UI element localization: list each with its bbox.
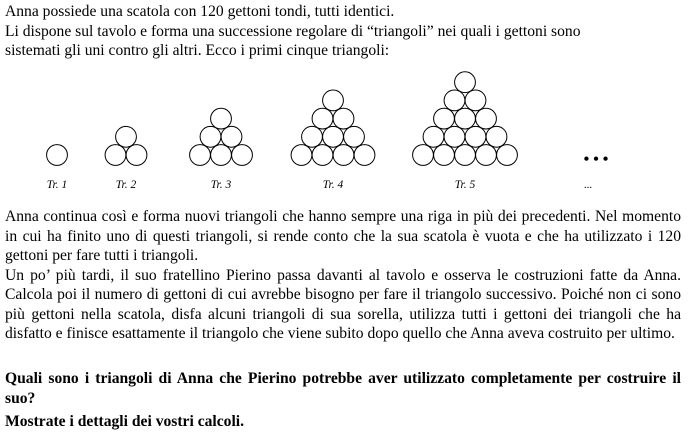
token-circle [434,145,455,166]
token-circle [476,145,497,166]
intro-line-3: sistemati gli uni contro gli altri. Ecco i primi cinque triangoli: [5,42,390,59]
triangle-group [47,72,518,191]
intro-line-1: Anna possiede una scatola con 120 gettoni tondi, tutti identici. [5,3,395,20]
token-circle [465,126,486,147]
token-circle [200,126,221,147]
token-circle [455,72,476,93]
token-circle [116,126,137,147]
continuation-label: ... [583,179,593,191]
continuation-dots: • • • [583,151,609,168]
token-circle [126,145,147,166]
story-paragraph-1: Anna continua così e forma nuovi triangoli che hanno sempre una riga in più dei precedenti. Nel momento in cui ha finito uno di questi triangoli, si rende conto che la sua scatola è vuota e che ha utilizzato i 120 gettoni per fare tutti i triangoli. [5,208,681,264]
token-circle [486,126,507,147]
token-circle [323,126,344,147]
token-circle [221,126,242,147]
triangle-label: Tr. 4 [322,179,344,191]
triangle-label: Tr. 1 [46,179,68,191]
token-circle [444,90,465,111]
question-text: Quali sono i triangoli di Anna che Pierino potrebbe aver utilizzato completamente per costruire il suo? [5,370,681,407]
token-circle [105,145,126,166]
intro-line-2: Li dispone sul tavolo e forma una successione regolare di “triangoli” nei quali i gettoni sono [5,22,581,40]
token-circle [455,145,476,166]
token-circle [190,145,211,166]
token-circle [354,145,375,166]
token-circle [434,108,455,129]
token-circle [312,145,333,166]
token-circle [291,145,312,166]
triangle-label: Tr. 3 [210,179,232,191]
triangle-4 [291,90,375,191]
token-circle [455,108,476,129]
story-paragraph-2: Un po’ più tardi, il suo fratellino Pierino passa davanti al tavolo e osserva le costruzioni fatte da Anna. Calcola poi il numero di gettoni di cui avrebbe bisogno per fare il triangolo successivo. Poiché non ci sono più gettoni nella scatola, disfa alcuni triangoli di sua sorella, utilizza tutti i gettoni dei triangoli che ha disfatto e finisce esattamente il triangolo che viene subito dopo quello che Anna aveva costruito per ultimo. [5,266,681,342]
triangle-1 [47,145,68,191]
triangle-label: Tr. 5 [454,179,476,191]
token-circle [423,126,444,147]
token-circle [211,108,232,129]
token-circle [333,145,354,166]
token-circle [232,145,253,166]
triangle-5 [413,72,518,191]
token-circle [497,145,518,166]
token-circle [312,108,333,129]
token-circle [323,90,344,111]
story-body [5,207,681,344]
token-circle [47,145,68,166]
token-circle [211,145,232,166]
token-circle [333,108,354,129]
triangle-label: Tr. 2 [115,179,137,191]
token-circle [302,126,323,147]
triangle-3 [190,108,253,191]
token-circle [465,90,486,111]
token-circle [413,145,434,166]
triangle-2 [105,126,147,191]
token-circle [476,108,497,129]
instruction-text: Mostrate i dettagli dei vostri calcoli. [5,413,245,430]
triangles-figure [0,64,688,196]
intro-paragraph [5,2,681,61]
token-circle [444,126,465,147]
token-circle [344,126,365,147]
